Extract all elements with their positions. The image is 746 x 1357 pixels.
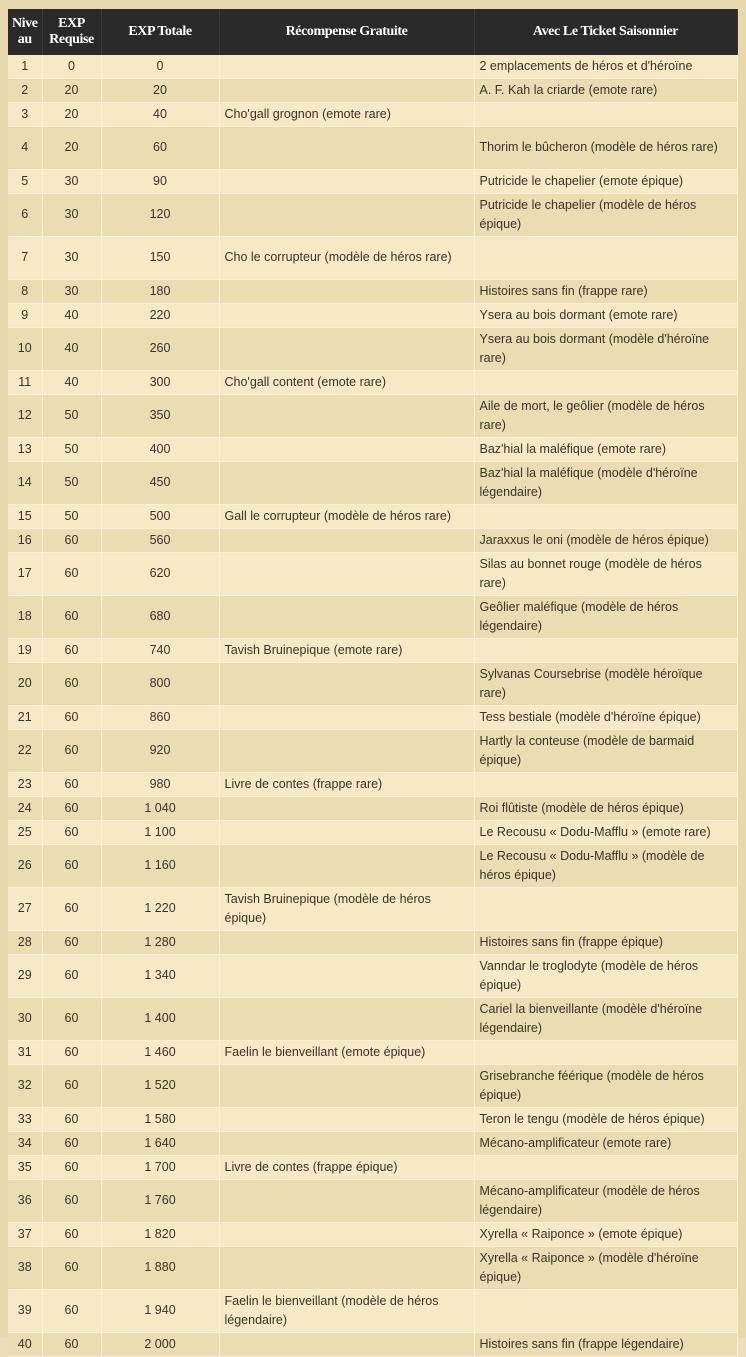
ticket-reward-cell: Putricide le chapelier (modèle de héros épique) [474, 194, 737, 237]
table-row [8, 773, 737, 797]
table-row [8, 1065, 737, 1108]
ticket-reward-cell: Tess bestiale (modèle d'héroïne épique) [474, 706, 737, 730]
free-reward-cell: Faelin le bienveillant (emote épique) [219, 1041, 474, 1065]
free-reward-cell [219, 438, 474, 462]
table-row [8, 505, 737, 529]
exp-total-cell: 1 880 [101, 1247, 219, 1290]
exp-required-cell: 20 [42, 103, 101, 127]
table-row [8, 1156, 737, 1180]
exp-total-cell: 1 940 [101, 1290, 219, 1333]
exp-total-cell: 1 040 [101, 797, 219, 821]
exp-required-cell: 60 [42, 797, 101, 821]
free-reward-cell [219, 462, 474, 505]
free-reward-cell [219, 706, 474, 730]
exp-required-cell: 30 [42, 280, 101, 304]
level-cell: 6 [8, 194, 42, 237]
level-cell: 31 [8, 1041, 42, 1065]
header-free-reward: Récompense Gratuite [219, 9, 474, 55]
exp-total-cell: 150 [101, 237, 219, 280]
table-row [8, 1223, 737, 1247]
exp-total-cell: 1 520 [101, 1065, 219, 1108]
table-row [8, 280, 737, 304]
ticket-reward-cell: Teron le tengu (modèle de héros épique) [474, 1108, 737, 1132]
ticket-reward-cell: Histoires sans fin (frappe légendaire) [474, 1333, 737, 1357]
ticket-reward-cell: Roi flûtiste (modèle de héros épique) [474, 797, 737, 821]
free-reward-cell: Livre de contes (frappe rare) [219, 773, 474, 797]
table-row [8, 170, 737, 194]
table-body [8, 55, 737, 1357]
level-cell: 2 [8, 79, 42, 103]
exp-total-cell: 1 340 [101, 955, 219, 998]
exp-required-cell: 40 [42, 304, 101, 328]
free-reward-cell [219, 170, 474, 194]
exp-total-cell: 620 [101, 553, 219, 596]
ticket-reward-cell [474, 1041, 737, 1065]
ticket-reward-cell: Histoires sans fin (frappe rare) [474, 280, 737, 304]
free-reward-cell: Faelin le bienveillant (modèle de héros légendaire) [219, 1290, 474, 1333]
ticket-reward-cell: Le Recousu « Dodu-Mafflu » (emote rare) [474, 821, 737, 845]
exp-required-cell: 60 [42, 845, 101, 888]
ticket-reward-cell: Sylvanas Coursebrise (modèle héroïque rare) [474, 663, 737, 706]
ticket-reward-cell [474, 103, 737, 127]
ticket-reward-cell: 2 emplacements de héros et d'héroïne [474, 55, 737, 79]
exp-required-cell: 60 [42, 553, 101, 596]
header-exp-required: EXP Requise [42, 9, 101, 55]
table-row [8, 1041, 737, 1065]
level-cell: 30 [8, 998, 42, 1041]
free-reward-cell: Livre de contes (frappe épique) [219, 1156, 474, 1180]
exp-total-cell: 450 [101, 462, 219, 505]
level-cell: 14 [8, 462, 42, 505]
exp-total-cell: 1 400 [101, 998, 219, 1041]
table-row [8, 998, 737, 1041]
table-row [8, 1108, 737, 1132]
level-cell: 8 [8, 280, 42, 304]
exp-required-cell: 0 [42, 55, 101, 79]
ticket-reward-cell [474, 1156, 737, 1180]
table-row [8, 639, 737, 663]
table-row [8, 706, 737, 730]
level-cell: 13 [8, 438, 42, 462]
exp-total-cell: 860 [101, 706, 219, 730]
ticket-reward-cell: Silas au bonnet rouge (modèle de héros rare) [474, 553, 737, 596]
exp-required-cell: 30 [42, 194, 101, 237]
header-level: Nive au [8, 9, 42, 55]
level-cell: 35 [8, 1156, 42, 1180]
exp-required-cell: 40 [42, 371, 101, 395]
table-row [8, 931, 737, 955]
exp-total-cell: 40 [101, 103, 219, 127]
ticket-reward-cell: Le Recousu « Dodu-Mafflu » (modèle de héros épique) [474, 845, 737, 888]
ticket-reward-cell: A. F. Kah la criarde (emote rare) [474, 79, 737, 103]
free-reward-cell [219, 395, 474, 438]
free-reward-cell: Cho le corrupteur (modèle de héros rare) [219, 237, 474, 280]
ticket-reward-cell [474, 505, 737, 529]
exp-required-cell: 30 [42, 170, 101, 194]
exp-required-cell: 60 [42, 596, 101, 639]
exp-total-cell: 1 460 [101, 1041, 219, 1065]
table-row [8, 462, 737, 505]
table-row [8, 1132, 737, 1156]
exp-total-cell: 680 [101, 596, 219, 639]
free-reward-cell [219, 1108, 474, 1132]
exp-total-cell: 20 [101, 79, 219, 103]
ticket-reward-cell: Hartly la conteuse (modèle de barmaid épique) [474, 730, 737, 773]
level-cell: 11 [8, 371, 42, 395]
level-cell: 17 [8, 553, 42, 596]
exp-total-cell: 1 580 [101, 1108, 219, 1132]
ticket-reward-cell: Thorim le bûcheron (modèle de héros rare) [474, 127, 737, 170]
level-cell: 12 [8, 395, 42, 438]
free-reward-cell: Gall le corrupteur (modèle de héros rare) [219, 505, 474, 529]
level-cell: 5 [8, 170, 42, 194]
free-reward-cell [219, 553, 474, 596]
free-reward-cell [219, 596, 474, 639]
ticket-reward-cell [474, 639, 737, 663]
exp-required-cell: 60 [42, 1333, 101, 1357]
table-row [8, 127, 737, 170]
table-row [8, 553, 737, 596]
table-row [8, 395, 737, 438]
free-reward-cell [219, 931, 474, 955]
exp-required-cell: 50 [42, 462, 101, 505]
exp-total-cell: 400 [101, 438, 219, 462]
level-cell: 26 [8, 845, 42, 888]
free-reward-cell [219, 1180, 474, 1223]
table-row [8, 328, 737, 371]
exp-required-cell: 40 [42, 328, 101, 371]
exp-total-cell: 300 [101, 371, 219, 395]
ticket-reward-cell: Xyrella « Raiponce » (modèle d'héroïne épique) [474, 1247, 737, 1290]
free-reward-cell [219, 1132, 474, 1156]
exp-total-cell: 220 [101, 304, 219, 328]
exp-total-cell: 500 [101, 505, 219, 529]
exp-required-cell: 50 [42, 438, 101, 462]
level-cell: 37 [8, 1223, 42, 1247]
ticket-reward-cell [474, 773, 737, 797]
header-ticket-reward: Avec Le Ticket Saisonnier [474, 9, 737, 55]
level-cell: 27 [8, 888, 42, 931]
exp-total-cell: 740 [101, 639, 219, 663]
exp-required-cell: 60 [42, 821, 101, 845]
exp-required-cell: 30 [42, 237, 101, 280]
exp-required-cell: 60 [42, 706, 101, 730]
free-reward-cell [219, 1065, 474, 1108]
exp-total-cell: 60 [101, 127, 219, 170]
level-cell: 36 [8, 1180, 42, 1223]
exp-required-cell: 60 [42, 730, 101, 773]
exp-total-cell: 1 760 [101, 1180, 219, 1223]
exp-total-cell: 1 100 [101, 821, 219, 845]
exp-total-cell: 800 [101, 663, 219, 706]
header-exp-total: EXP Totale [101, 9, 219, 55]
exp-total-cell: 2 000 [101, 1333, 219, 1357]
exp-total-cell: 1 700 [101, 1156, 219, 1180]
level-cell: 16 [8, 529, 42, 553]
ticket-reward-cell: Jaraxxus le oni (modèle de héros épique) [474, 529, 737, 553]
header-row [8, 9, 737, 55]
exp-required-cell: 60 [42, 773, 101, 797]
exp-required-cell: 60 [42, 1132, 101, 1156]
exp-total-cell: 920 [101, 730, 219, 773]
free-reward-cell [219, 955, 474, 998]
free-reward-cell: Tavish Bruinepique (modèle de héros épique) [219, 888, 474, 931]
exp-total-cell: 1 820 [101, 1223, 219, 1247]
table-row [8, 730, 737, 773]
free-reward-cell: Tavish Bruinepique (emote rare) [219, 639, 474, 663]
level-cell: 40 [8, 1333, 42, 1357]
exp-total-cell: 1 640 [101, 1132, 219, 1156]
exp-total-cell: 120 [101, 194, 219, 237]
free-reward-cell [219, 663, 474, 706]
exp-total-cell: 1 280 [101, 931, 219, 955]
table-row [8, 1333, 737, 1357]
ticket-reward-cell: Cariel la bienveillante (modèle d'héroïne légendaire) [474, 998, 737, 1041]
table-row [8, 103, 737, 127]
free-reward-cell [219, 529, 474, 553]
exp-total-cell: 260 [101, 328, 219, 371]
free-reward-cell [219, 1333, 474, 1357]
exp-total-cell: 1 160 [101, 845, 219, 888]
ticket-reward-cell [474, 888, 737, 931]
free-reward-cell [219, 304, 474, 328]
free-reward-cell [219, 730, 474, 773]
free-reward-cell [219, 821, 474, 845]
ticket-reward-cell: Baz'hial la maléfique (emote rare) [474, 438, 737, 462]
level-cell: 3 [8, 103, 42, 127]
ticket-reward-cell: Ysera au bois dormant (emote rare) [474, 304, 737, 328]
table-row [8, 529, 737, 553]
level-cell: 19 [8, 639, 42, 663]
level-cell: 21 [8, 706, 42, 730]
level-cell: 38 [8, 1247, 42, 1290]
ticket-reward-cell: Xyrella « Raiponce » (emote épique) [474, 1223, 737, 1247]
level-cell: 34 [8, 1132, 42, 1156]
free-reward-cell [219, 845, 474, 888]
level-cell: 18 [8, 596, 42, 639]
level-cell: 28 [8, 931, 42, 955]
table-row [8, 79, 737, 103]
level-cell: 9 [8, 304, 42, 328]
table-header [8, 9, 737, 55]
table-row [8, 371, 737, 395]
ticket-reward-cell [474, 371, 737, 395]
level-cell: 1 [8, 55, 42, 79]
ticket-reward-cell: Mécano-amplificateur (modèle de héros légendaire) [474, 1180, 737, 1223]
exp-required-cell: 60 [42, 1156, 101, 1180]
level-cell: 33 [8, 1108, 42, 1132]
exp-total-cell: 90 [101, 170, 219, 194]
ticket-reward-cell: Baz'hial la maléfique (modèle d'héroïne légendaire) [474, 462, 737, 505]
free-reward-cell [219, 127, 474, 170]
ticket-reward-cell: Putricide le chapelier (emote épique) [474, 170, 737, 194]
free-reward-cell [219, 194, 474, 237]
exp-required-cell: 60 [42, 955, 101, 998]
level-cell: 20 [8, 663, 42, 706]
table-row [8, 194, 737, 237]
level-cell: 32 [8, 1065, 42, 1108]
exp-required-cell: 60 [42, 639, 101, 663]
table-row [8, 1247, 737, 1290]
exp-required-cell: 60 [42, 931, 101, 955]
table-row [8, 955, 737, 998]
ticket-reward-cell: Aile de mort, le geôlier (modèle de héros rare) [474, 395, 737, 438]
level-cell: 24 [8, 797, 42, 821]
free-reward-cell [219, 79, 474, 103]
table-row [8, 55, 737, 79]
level-cell: 10 [8, 328, 42, 371]
ticket-reward-cell: Mécano-amplificateur (emote rare) [474, 1132, 737, 1156]
exp-required-cell: 50 [42, 395, 101, 438]
exp-total-cell: 980 [101, 773, 219, 797]
table-row [8, 304, 737, 328]
exp-required-cell: 50 [42, 505, 101, 529]
table-row [8, 237, 737, 280]
ticket-reward-cell: Geôlier maléfique (modèle de héros légendaire) [474, 596, 737, 639]
ticket-reward-cell: Ysera au bois dormant (modèle d'héroïne rare) [474, 328, 737, 371]
table-row [8, 888, 737, 931]
level-cell: 7 [8, 237, 42, 280]
exp-required-cell: 60 [42, 1290, 101, 1333]
table-row [8, 797, 737, 821]
free-reward-cell [219, 1223, 474, 1247]
ticket-reward-cell [474, 1290, 737, 1333]
free-reward-cell [219, 1247, 474, 1290]
table-row [8, 438, 737, 462]
ticket-reward-cell: Vanndar le troglodyte (modèle de héros épique) [474, 955, 737, 998]
table-row [8, 845, 737, 888]
exp-required-cell: 60 [42, 1065, 101, 1108]
exp-required-cell: 60 [42, 998, 101, 1041]
level-cell: 23 [8, 773, 42, 797]
table-row [8, 1290, 737, 1333]
exp-required-cell: 60 [42, 1223, 101, 1247]
ticket-reward-cell: Grisebranche féérique (modèle de héros épique) [474, 1065, 737, 1108]
exp-required-cell: 60 [42, 529, 101, 553]
table-row [8, 663, 737, 706]
exp-total-cell: 560 [101, 529, 219, 553]
free-reward-cell [219, 797, 474, 821]
level-cell: 39 [8, 1290, 42, 1333]
level-cell: 15 [8, 505, 42, 529]
ticket-reward-cell [474, 237, 737, 280]
exp-required-cell: 20 [42, 79, 101, 103]
exp-total-cell: 180 [101, 280, 219, 304]
table-row [8, 1180, 737, 1223]
exp-required-cell: 20 [42, 127, 101, 170]
exp-total-cell: 350 [101, 395, 219, 438]
level-cell: 29 [8, 955, 42, 998]
table-row [8, 821, 737, 845]
level-cell: 22 [8, 730, 42, 773]
free-reward-cell [219, 328, 474, 371]
exp-required-cell: 60 [42, 663, 101, 706]
free-reward-cell: Cho'gall grognon (emote rare) [219, 103, 474, 127]
rewards-table [8, 9, 738, 1357]
exp-required-cell: 60 [42, 1108, 101, 1132]
free-reward-cell: Cho'gall content (emote rare) [219, 371, 474, 395]
table-row [8, 596, 737, 639]
free-reward-cell [219, 55, 474, 79]
exp-required-cell: 60 [42, 1180, 101, 1223]
level-cell: 4 [8, 127, 42, 170]
exp-required-cell: 60 [42, 888, 101, 931]
ticket-reward-cell: Histoires sans fin (frappe épique) [474, 931, 737, 955]
exp-required-cell: 60 [42, 1247, 101, 1290]
exp-required-cell: 60 [42, 1041, 101, 1065]
exp-total-cell: 0 [101, 55, 219, 79]
free-reward-cell [219, 998, 474, 1041]
free-reward-cell [219, 280, 474, 304]
level-cell: 25 [8, 821, 42, 845]
exp-total-cell: 1 220 [101, 888, 219, 931]
